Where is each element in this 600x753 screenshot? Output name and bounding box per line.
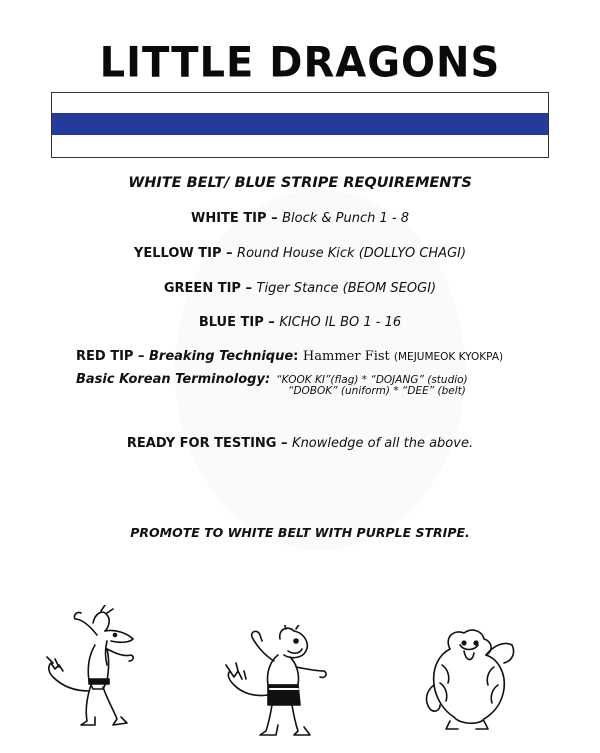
tip-dash: – <box>221 246 238 261</box>
technique-colon: : <box>293 349 303 364</box>
technique-label: Breaking Technique <box>149 349 294 364</box>
ready-label: READY FOR TESTING <box>126 436 277 451</box>
technique-korean: (MEJUMEOK KYOKPA) <box>393 351 504 363</box>
promotion-note: PROMOTE TO WHITE BELT WITH PURPLE STRIPE. <box>130 525 470 540</box>
ready-value: Knowledge of all the above. <box>292 436 474 451</box>
requirement-blue-tip <box>0 315 600 330</box>
requirement-green-tip <box>0 281 600 296</box>
belt-graphic <box>51 92 549 158</box>
terminology-terms-2: “DOBOK” (uniform) * “DEE” (belt) <box>288 385 466 397</box>
tip-value: Tiger Stance (BEOM SEOGI) <box>256 281 437 296</box>
tip-dash: – <box>240 281 257 296</box>
terminology-label: Basic Korean Terminology <box>76 372 265 387</box>
tip-label: WHITE TIP <box>190 211 267 226</box>
ready-dash: – <box>276 436 293 451</box>
dragon-karate-pose-icon <box>45 605 155 735</box>
dragon-winged-icon <box>420 625 520 735</box>
requirements-heading: WHITE BELT/ BLUE STRIPE REQUIREMENTS <box>128 175 472 191</box>
tip-dash: – <box>133 349 150 364</box>
tip-value: KICHO IL BO 1 - 16 <box>279 315 402 330</box>
tip-value: Block & Punch 1 - 8 <box>282 211 410 226</box>
tip-value: Round House Kick (DOLLYO CHAGI) <box>237 246 467 261</box>
dragon-black-belt-icon <box>222 625 332 740</box>
requirement-red-tip <box>76 349 503 364</box>
tip-label: BLUE TIP <box>198 315 264 330</box>
ready-for-testing <box>0 436 600 451</box>
tip-dash: – <box>263 315 280 330</box>
page-title: LITTLE DRAGONS <box>99 38 501 88</box>
terminology-colon: : <box>264 372 271 387</box>
tip-label: YELLOW TIP <box>133 246 222 261</box>
tip-label: GREEN TIP <box>163 281 241 296</box>
blue-stripe <box>52 113 548 135</box>
requirement-yellow-tip <box>0 246 600 261</box>
requirement-white-tip <box>0 211 600 226</box>
tip-label: RED TIP <box>76 349 134 364</box>
terminology-terms-1: “KOOK KI”(flag) * “DOJANG” (studio) <box>276 374 468 386</box>
technique-name: Hammer Fist <box>302 349 390 364</box>
tip-dash: – <box>266 211 283 226</box>
